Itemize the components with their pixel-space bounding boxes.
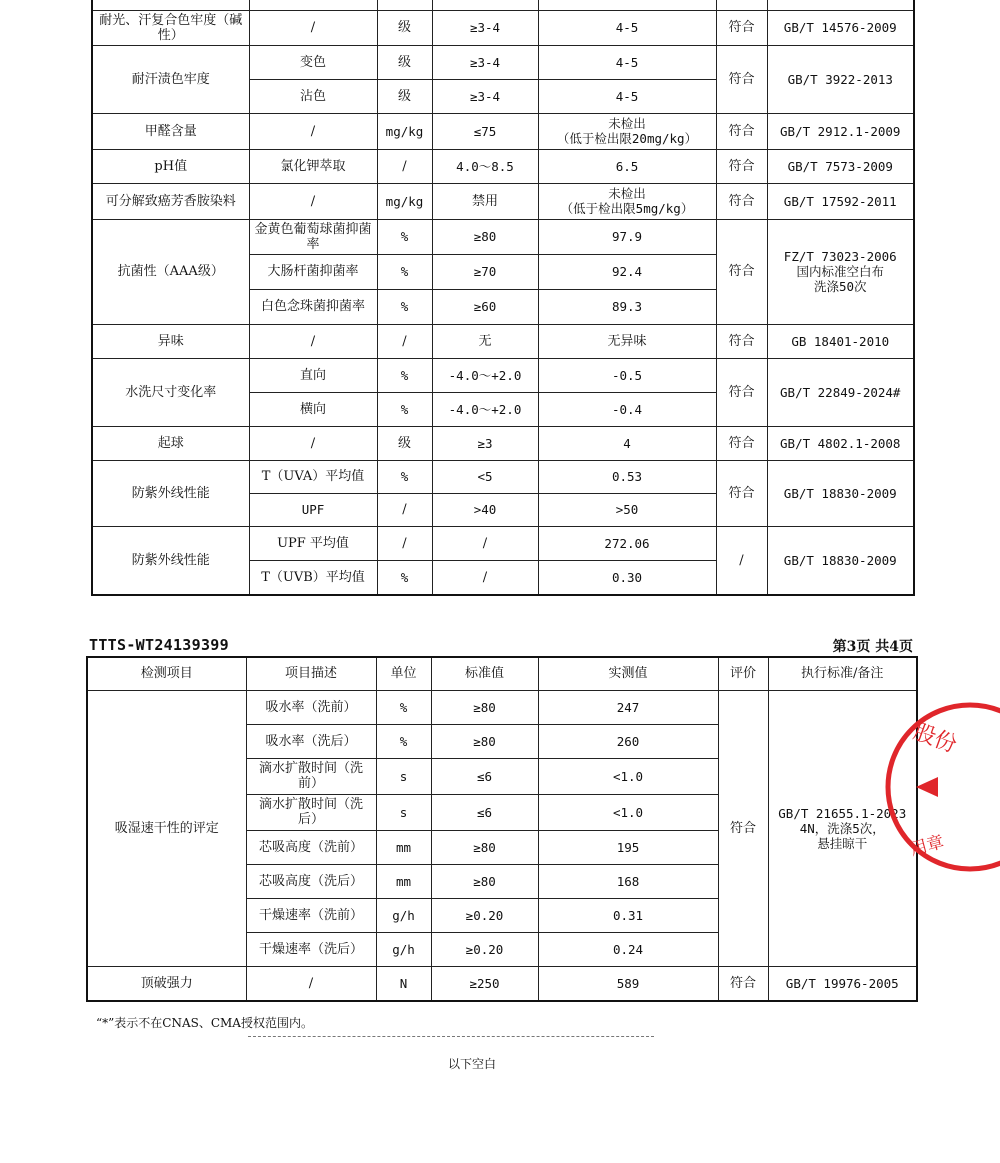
desc-cell: UPF 平均值	[249, 526, 377, 560]
seal-star	[916, 777, 938, 797]
table-row	[92, 113, 914, 149]
unit-cell: mg/kg	[377, 183, 432, 219]
std-cell: ≥80	[431, 690, 538, 724]
item-cell: 吸湿速干性的评定	[87, 690, 246, 966]
eval-cell: 符合	[716, 358, 767, 426]
item-cell: 可分解致癌芳香胺染料	[92, 183, 249, 219]
test-results-table	[86, 656, 918, 1002]
std-cell: -4.0～+2.0	[432, 392, 538, 426]
result-cell: 无异味	[538, 324, 716, 358]
unit-cell: %	[377, 358, 432, 392]
item-cell: 起球	[92, 426, 249, 460]
seal-text-bottom: 用章	[908, 832, 947, 861]
item-cell: 甲醛含量	[92, 113, 249, 149]
item-cell: 顶破强力	[87, 966, 246, 1001]
std-cell: 禁用	[432, 183, 538, 219]
desc-cell: 直向	[249, 358, 377, 392]
method-cell: GB/T 2912.1-2009	[767, 113, 914, 149]
page-header	[89, 636, 913, 656]
desc-cell: /	[249, 183, 377, 219]
table-row	[92, 358, 914, 392]
unit-cell: %	[377, 289, 432, 324]
header-eval: 评价	[718, 657, 768, 690]
item-cell: pH值	[92, 149, 249, 183]
result-cell: 6.5	[538, 149, 716, 183]
table-row	[92, 149, 914, 183]
desc-cell: 横向	[249, 392, 377, 426]
std-cell: 4.0～8.5	[432, 149, 538, 183]
result-cell: -0.5	[538, 358, 716, 392]
result-cell: 0.31	[538, 898, 718, 932]
eval-cell: 符合	[718, 966, 768, 1001]
unit-cell: /	[377, 149, 432, 183]
std-cell: ≥80	[431, 864, 538, 898]
desc-cell: 吸水率（洗前）	[246, 690, 376, 724]
std-cell: ≥3-4	[432, 45, 538, 79]
table-row	[92, 219, 914, 254]
item-cell: 水洗尺寸变化率	[92, 358, 249, 426]
footnote: “*”表示不在CNAS、CMA授权范围内。	[96, 1016, 313, 1030]
table-row	[92, 460, 914, 493]
unit-cell: s	[376, 794, 431, 830]
method-cell: GB/T 4802.1-2008	[767, 426, 914, 460]
unit-cell: g/h	[376, 932, 431, 966]
header-std: 标准值	[431, 657, 538, 690]
result-cell: 195	[538, 830, 718, 864]
table-row	[92, 426, 914, 460]
result-cell: 0.24	[538, 932, 718, 966]
table-row	[92, 183, 914, 219]
result-cell: 260	[538, 724, 718, 758]
eval-cell: 符合	[716, 426, 767, 460]
method-cell: GB/T 7573-2009	[767, 149, 914, 183]
std-cell: ≥80	[432, 219, 538, 254]
desc-cell: 氯化钾萃取	[249, 149, 377, 183]
result-line: （低于检出限20mg/kg）	[556, 131, 698, 146]
unit-cell: %	[377, 254, 432, 289]
header-item: 检测项目	[87, 657, 246, 690]
end-divider	[248, 1036, 654, 1037]
std-cell: ≤75	[432, 113, 538, 149]
method-cell: GB/T 22849-2024#	[767, 358, 914, 426]
result-cell: 4-5	[538, 10, 716, 45]
header-method: 执行标准/备注	[768, 657, 917, 690]
table-row	[92, 0, 914, 10]
result-cell	[538, 183, 716, 219]
desc-cell: 沾色	[249, 79, 377, 113]
result-cell: 4	[538, 426, 716, 460]
desc-cell: 白色念珠菌抑菌率	[249, 289, 377, 324]
unit-cell: %	[376, 724, 431, 758]
unit-cell: /	[377, 493, 432, 526]
desc-cell: /	[246, 966, 376, 1001]
method-cell: GB/T 3922-2013	[767, 45, 914, 113]
result-cell: 0.53	[538, 460, 716, 493]
desc-cell: UPF	[249, 493, 377, 526]
std-cell: ≥60	[432, 289, 538, 324]
std-cell: /	[432, 560, 538, 595]
unit-cell: mg/kg	[377, 113, 432, 149]
unit-cell: /	[377, 324, 432, 358]
seal-graphic	[880, 700, 960, 875]
unit-cell: %	[377, 460, 432, 493]
item-cell: 抗菌性（AAA级）	[92, 219, 249, 324]
eval-cell: 符合	[716, 10, 767, 45]
result-cell: 97.9	[538, 219, 716, 254]
std-cell: ≥0.20	[431, 932, 538, 966]
result-cell: 247	[538, 690, 718, 724]
result-cell: -0.4	[538, 392, 716, 426]
method-cell: GB 18401-2010	[767, 324, 914, 358]
std-cell: ≥80	[431, 724, 538, 758]
std-cell: >40	[432, 493, 538, 526]
std-cell: ≤6	[431, 758, 538, 794]
desc-cell: T（UVA）平均值	[249, 460, 377, 493]
table-row	[92, 324, 914, 358]
method-cell: GB/T 19976-2005	[768, 966, 917, 1001]
item-cell: 耐汗渍色牢度	[92, 45, 249, 113]
desc-cell: 吸水率（洗后）	[246, 724, 376, 758]
header-desc: 项目描述	[246, 657, 376, 690]
desc-cell: 变色	[249, 45, 377, 79]
method-cell: GB/T 18830-2009	[767, 460, 914, 526]
unit-cell: mm	[376, 830, 431, 864]
table-row	[92, 45, 914, 79]
test-results-table-continued	[91, 0, 915, 596]
table-row	[92, 10, 914, 45]
item-cell: 防紫外线性能	[92, 526, 249, 595]
method-cell: GB/T 14576-2009	[767, 10, 914, 45]
desc-cell: T（UVB）平均值	[249, 560, 377, 595]
unit-cell: 级	[377, 45, 432, 79]
method-line: 洗涤50次	[813, 279, 867, 294]
result-cell: <1.0	[538, 758, 718, 794]
method-cell: GB/T 18830-2009	[767, 526, 914, 595]
eval-cell: 符合	[718, 690, 768, 966]
table-row	[87, 966, 917, 1001]
unit-cell: %	[376, 690, 431, 724]
desc-cell: /	[249, 10, 377, 45]
result-cell: 0.30	[538, 560, 716, 595]
item-cell: 耐光、汗复合色牢度（碱性）	[92, 10, 249, 45]
std-cell: ≥70	[432, 254, 538, 289]
result-cell: 89.3	[538, 289, 716, 324]
desc-cell: 金黄色葡萄球菌抑菌率	[249, 219, 377, 254]
result-cell: 168	[538, 864, 718, 898]
eval-cell: 符合	[716, 219, 767, 324]
method-cell: GB/T 17592-2011	[767, 183, 914, 219]
std-cell: <5	[432, 460, 538, 493]
seal-text-top: 股份	[909, 719, 960, 759]
desc-cell: 滴水扩散时间（洗后）	[246, 794, 376, 830]
std-cell: ≤6	[431, 794, 538, 830]
unit-cell: %	[377, 219, 432, 254]
std-cell: ≥3-4	[432, 79, 538, 113]
desc-cell: /	[249, 113, 377, 149]
result-cell: >50	[538, 493, 716, 526]
unit-cell: 级	[377, 79, 432, 113]
desc-cell: 滴水扩散时间（洗前）	[246, 758, 376, 794]
company-seal	[880, 700, 960, 875]
desc-cell: 大肠杆菌抑菌率	[249, 254, 377, 289]
result-line: （低于检出限5mg/kg）	[560, 201, 694, 216]
report-number: TTTS-WT24139399	[89, 636, 229, 654]
std-cell: /	[432, 526, 538, 560]
desc-cell: /	[249, 324, 377, 358]
eval-cell: 符合	[716, 183, 767, 219]
std-cell: ≥80	[431, 830, 538, 864]
result-cell: 4-5	[538, 79, 716, 113]
std-cell: ≥3	[432, 426, 538, 460]
desc-cell: /	[249, 426, 377, 460]
std-cell: ≥0.20	[431, 898, 538, 932]
table-header-row	[87, 657, 917, 690]
unit-cell: mm	[376, 864, 431, 898]
table-row	[92, 526, 914, 560]
method-line: 国内标准空白布	[796, 264, 884, 279]
result-cell: 4-5	[538, 45, 716, 79]
method-line: GB/T 21655.1-2023	[778, 805, 907, 821]
method-line: 悬挂晾干	[817, 835, 868, 851]
unit-cell: /	[377, 526, 432, 560]
eval-cell: 符合	[716, 113, 767, 149]
unit-cell: g/h	[376, 898, 431, 932]
eval-cell: 符合	[716, 324, 767, 358]
std-cell: -4.0～+2.0	[432, 358, 538, 392]
unit-cell: %	[377, 560, 432, 595]
method-cell	[767, 219, 914, 324]
unit-cell: 级	[377, 10, 432, 45]
header-unit: 单位	[376, 657, 431, 690]
result-cell: 92.4	[538, 254, 716, 289]
result-cell: 589	[538, 966, 718, 1001]
result-cell: <1.0	[538, 794, 718, 830]
unit-cell: %	[377, 392, 432, 426]
result-line: 未检出	[608, 186, 646, 201]
item-cell: 异味	[92, 324, 249, 358]
result-cell	[538, 113, 716, 149]
header-result: 实测值	[538, 657, 718, 690]
item-cell	[92, 0, 249, 10]
unit-cell: N	[376, 966, 431, 1001]
result-cell: 272.06	[538, 526, 716, 560]
std-cell: ≥3-4	[432, 10, 538, 45]
desc-cell: 芯吸高度（洗后）	[246, 864, 376, 898]
method-line: 4N，洗涤5次，	[799, 820, 885, 836]
unit-cell: s	[376, 758, 431, 794]
desc-cell: 干燥速率（洗后）	[246, 932, 376, 966]
std-cell: 无	[432, 324, 538, 358]
page-number: 第3页 共4页	[832, 639, 913, 655]
std-cell: ≥250	[431, 966, 538, 1001]
desc-cell: 干燥速率（洗前）	[246, 898, 376, 932]
desc-cell: 芯吸高度（洗前）	[246, 830, 376, 864]
result-line: 未检出	[608, 116, 646, 131]
unit-cell: 级	[377, 426, 432, 460]
method-line: FZ/T 73023-2006	[783, 249, 897, 264]
eval-cell: 符合	[716, 460, 767, 526]
eval-cell: 符合	[716, 149, 767, 183]
table-row	[87, 690, 917, 724]
eval-cell: /	[716, 526, 767, 595]
item-cell: 防紫外线性能	[92, 460, 249, 526]
eval-cell: 符合	[716, 45, 767, 113]
blank-below-text: 以下空白	[447, 1057, 496, 1071]
